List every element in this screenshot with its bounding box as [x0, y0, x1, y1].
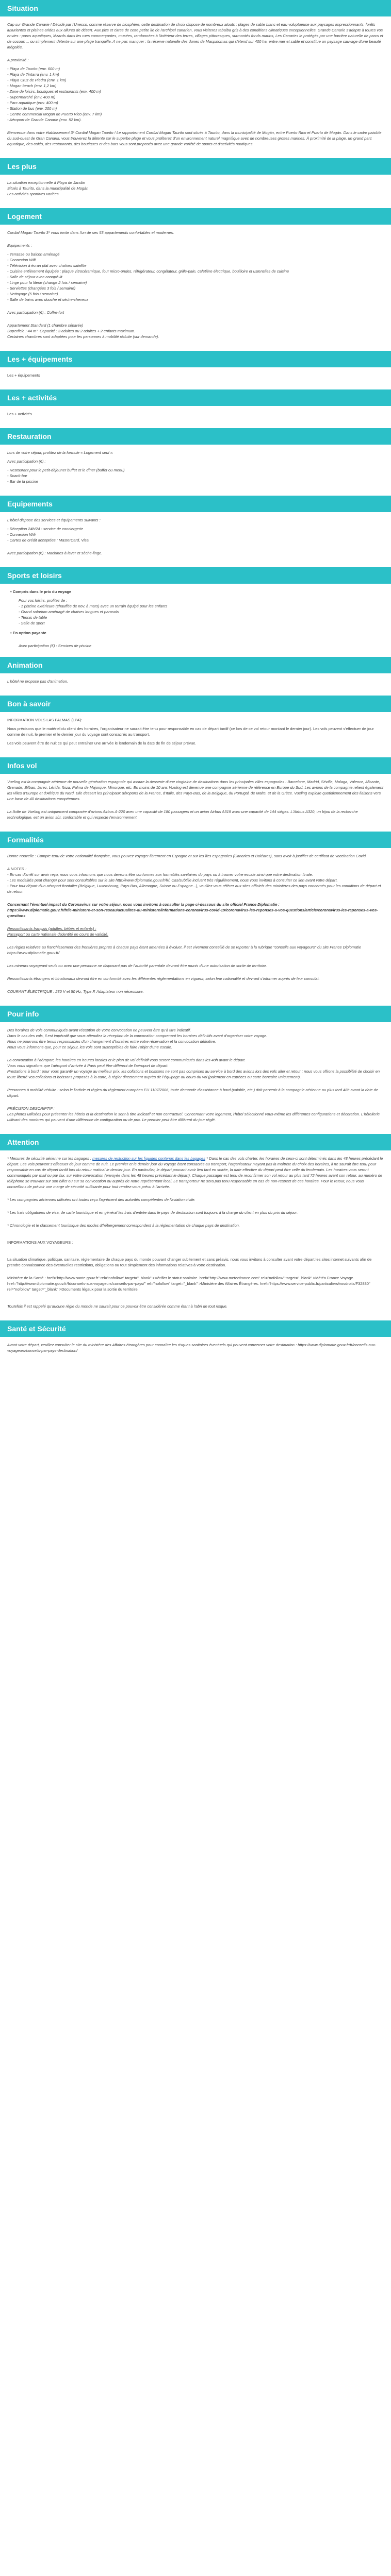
vueling-description: Vueling est la compagnie aérienne de nouvelle génération espagnole qui assure la desserte d'une vingtaine de destinations dans les principales villes espagnoles : Barcelone, Madrid, Séville, Malaga, Valence, Alicante, Grenade, Bilbao, Jerez, Lérida, Ibiza, Palma de Majorque, Minorque, etc. En moins de 10 ans Vueling est devenue une compagnie aérienne de référence en Europe du Sud. Les avions de la compagnie relient également les villes d'Europe et d'Afrique du Nord. Elle dessert les principaux aéroports de la France, d'Italie, des Pays-Bas, de la Belgique, du Portugal, de Malte, et de la Grèce. Vueling exploite quotidiennement des liaisons vers une base de 40 destinations européennes. [7, 779, 384, 801]
list-item: - Station de bus (env. 200 m) [7, 106, 57, 111]
section-title-animation: Animation [0, 657, 391, 673]
section-title-attention: Attention [0, 1134, 391, 1150]
included-line: - 1 piscine extérieure (chauffée de nov. à mars) avec un terrain équipé pour les enfants [19, 604, 168, 608]
section-plus-equipements [0, 370, 391, 384]
list-item: - Cuisine entièrement équipée : plaque vitrocéramique, four micro-ondes, réfrigérateur, congélateur, grille-pain, cafetière électrique, bouilloire et ustensiles de cuisine [7, 269, 289, 274]
attention-charter-text: * Dans le cas des vols charter, les horaires de ceux-ci sont déterminés dans les 48 heures précédant le départ. Les vols peuvent s'effectuer de jour comme de nuit. Le premier et le dernier jour du voyage étant consacrés au transport, l'organisateur n'ayant pas la maîtrise du choix des horaires, il ne saurait être tenu pour responsable en cas de départ tardif lors du retour matinal le dernier jour. En particulier, le départ pouvant avoir lieu tard en soirée, la date effective du départ peut être celle du lendemain. Les horaires vous seront communiqués par mail ou par fax, sur votre convocation (envoyée dans les 48 heures précédant le départ). Chaque passager est tenu de reconfirmer son vol retour au plus tard 72 heures avant son retour, au numéro de téléphone se trouvant sur son billet ou sur sa convocation ou auprès de notre représentant local. Le transporteur ne sera pas tenu responsable en cas de non-respect de ces horaires. Pour le retour, nous vous conseillons de prévoir une marge de sécurité suffisante pour tout rendez-vous prévu à l'arrivée. [7, 1156, 383, 1189]
section-title-pour-info: Pour info [0, 1006, 391, 1022]
list-item: - Supermarché (env. 400 m) [7, 95, 56, 99]
plus-activites-text: Les + activités [7, 412, 32, 416]
formalites-foreigners: Ressortissants étrangers et binationaux devront être en conformité avec les différentes réglementations en vigueur, selon leur nationalité et devront s'informer auprès de leur consulat. [7, 976, 320, 981]
formalites-french-citizens: Ressortissants français (adultes, bébés et enfants) : Passeport ou carte nationale d'identité en cours de validité. [7, 926, 109, 937]
included-line: - Salle de sport [19, 621, 45, 625]
nearby-label: A proximité : [7, 58, 29, 62]
list-item: - Salle de bains avec douche et sèche-cheveux [7, 297, 89, 302]
les-plus-text: La situation exceptionnelle à Playa de Jandia Situés à Taurito, dans la municipalité de Mogán Les activités sportives variées [7, 180, 89, 196]
sante-text: Avant votre départ, veuillez consulter le site du ministère des Affaires étrangères pour connaître les risques sanitaires éventuels qui peuvent concerner votre destination : https://www.diplomatie.gouv.fr/fr/conseils-aux-voyageurs/conseils-par-pays-destination/ [7, 1343, 377, 1353]
list-item: - Connexion Wifi [7, 258, 36, 262]
list-item: - Cartes de crédit acceptées : MasterCard, Visa. [7, 538, 90, 543]
liquids-restriction-link[interactable]: mesures de restriction sur les liquides contenus dans les bagages [92, 1156, 205, 1161]
logement-paid-options: Avec participation (€) : Coffre-fort [7, 310, 64, 315]
section-logement [0, 228, 391, 346]
flight-info-heading: INFORMATION VOLS LAS PALMAS (LPA): [7, 718, 83, 722]
paid-option-heading-text: En option payante [12, 631, 46, 635]
equipements-list [7, 526, 384, 543]
section-infos-vol [0, 777, 391, 826]
included-line: - Grand solarium aménagé de chaises longues et parasols [19, 609, 119, 614]
section-title-infos-vol: Infos vol [0, 757, 391, 774]
list-item: - Centre commercial Mogan de Puerto Rico (env. 7 km) [7, 112, 102, 116]
section-bon-a-savoir [0, 715, 391, 752]
vueling-fleet: La flotte de Vueling est uniquement composée d'avions Airbus A-220 avec une capacité de 180 passagers et un avion Airbus A319 avec une capacité de 144 sièges. L'Airbus A320, un bijou de la recherche technologique, est un avion sûr, confortable et qui respecte l'environnement. [7, 809, 358, 820]
equipements-intro: L'hôtel dispose des services et équipements suivants : [7, 518, 101, 522]
list-item: - Playa de Tintarra (env. 1 km) [7, 72, 59, 77]
section-animation [0, 676, 391, 690]
equipment-label: Equipements : [7, 243, 32, 248]
equipements-paid: Avec participation (€) : Machines à laver et sèche-linge. [7, 551, 103, 555]
logement-intro: Cordial Mogan Taurito 3* vous invite dans l'un de ses 53 appartements confortables et modernes. [7, 230, 174, 235]
section-attention [0, 1154, 391, 1315]
section-plus-activites [0, 409, 391, 423]
list-item: - Playa de Taurito (env. 600 m) [7, 66, 60, 71]
list-item: - Bar de la piscine [7, 479, 39, 484]
apartment-standard-text: Appartement Standard (1 chambre séparée) Superficie : 44 m². Capacité : 3 adultes ou 2 adultes + 2 enfants maximum. Certaines chambres sont adaptées pour les personnes à mobilité réduite (sur demande). [7, 323, 159, 339]
attention-airlines: * Les compagnies aériennes utilisées ont toutes reçu l'agrément des autorités compétentes de l'aviation civile. [7, 1197, 196, 1202]
list-item: - Réception 24h/24 - service de conciergerie [7, 527, 84, 531]
section-title-logement: Logement [0, 208, 391, 225]
attention-security [7, 1156, 384, 1190]
section-title-plus-equipements: Les + équipements [0, 351, 391, 367]
section-title-restauration: Restauration [0, 428, 391, 445]
included-line: Pour vos loisirs, profitez de : [19, 598, 68, 603]
included-heading-text: Compris dans le prix du voyage [12, 589, 72, 594]
included-line: - Tennis de table [19, 615, 47, 620]
formalites-note: A NOTER : - En cas d'arrêt sur avoir reçu, nous vous informons que nous devrons être conformes aux formalités sanitaires du pays ou à trouver votre escale ainsi que votre destination finale. - Les modalités peut changer pour sont consultables sur le site http://www.diplomatie.gouv.fr/fr/. Cas/subtilie incluant très régulièrement, nous vous invitons à consulter ce lien avant votre départ. - Pour tout départ d'un aéroport frontalier (Belgique, Luxembourg, Pays-Bas, Allemagne, Suisse ou Espagne...), veuillez vous référer aux sites officiels des ministères des pays concernés pour les conditions de départ et de retour. [7, 867, 381, 894]
included-heading: • Compris dans le prix du voyage [10, 589, 72, 594]
travelers-info-text: La situation climatique, politique, sanitaire, réglementaire de chaque pays du monde pouvant changer subitement et sans préavis, nous vous invitons à consulter avant votre départ les sites internet suivants afin de prendre connaissance des éventuelles restrictions, obligations ou tout simplement des informations relatives à votre destination. [7, 1257, 372, 1267]
animation-text: L'hôtel ne propose pas d'animation. [7, 679, 68, 684]
section-title-sante-securite: Santé et Sécurité [0, 1320, 391, 1337]
travelers-info-heading: INFORMATIONS AUX VOYAGEURS : [7, 1240, 73, 1245]
restauration-paid-label: Avec participation (€) : [7, 459, 46, 464]
restauration-intro: Lors de votre séjour, profitez de la formule « Logement seul ». [7, 450, 113, 455]
section-title-situation: Situation [0, 0, 391, 16]
section-situation [0, 20, 391, 153]
pour-info-schedules: Des horaires de vols communiqués avant réception de votre convocation ne peuvent être qu'à titre indicatif. Dans le cas des vols, il est impératif que vous attendiez la réception de la convocation comprenant les horaires définitifs avant d'organiser votre voyage. Nous ne pourrons être tenus responsables d'un changement d'horaires entre votre réservation et la convocation définitive. Nous vous informons que, pour ce séjour, les vols sont susceptibles de faire l'objet d'une escale. [7, 1028, 268, 1049]
section-formalites [0, 851, 391, 1001]
list-item: - Nettoyage (5 fois / semaine) [7, 292, 58, 296]
formalites-border-rules: Les règles relatives au franchissement des frontières propres à chaque pays étant amenées à évoluer, il est vivement conseillé de se reporter à la rubrique "conseils aux voyageurs" du site France Diplomatie https://www.diplomatie.gouv.fr/ [7, 945, 362, 955]
travelers-info-links: Ministère de la Santé : href="http://www.sante.gouv.fr" rel="nofollow" target="_blank" >Vérifier le statut sanitaire. href="http://www.meteofrance.com" rel="nofollow" target="_blank" >Météo France Voyage. href="http://www.diplomatie.gouv.fr/fr/conseils-aux-voyageurs/conseils-par-pays/" rel="nofollow" target="_blank" >Ministère des Affaires Étrangères. href="https://www.service-public.fr/particuliers/vosdroits/F32830" rel="nofollow" target="_blank" >Documents légaux pour la sortie du territoire. [7, 1276, 370, 1292]
section-title-equipements: Equipements [0, 496, 391, 512]
attention-risk-note: Toutefois il est rappelé qu'aucune règle du monde ne saurait pour ce pouvoir être considérée comme étant à l'abri de tout risque. [7, 1304, 228, 1309]
restauration-list [7, 467, 384, 484]
section-title-plus-activites: Les + activités [0, 389, 391, 406]
pour-info-reduced-mobility: Personnes à mobilité réduite : selon le l'article et règles du règlement européen EU 1107/2006, toute demande d'assistance à bord (valable, etc.) doit parvenir à la compagnie aérienne au plus tard 48h avant la date de départ. [7, 1088, 379, 1098]
section-title-les-plus: Les plus [0, 158, 391, 175]
situation-paragraph: Cap sur Grande Canarie ! Décidé par l'Unesco, comme réserve de biosphère, cette destination de choix dispose de nombreux atouts : plages de sable blanc et eau voluptueuse aux paysages impressionnants, forêts luxuriantes et plaines arides aux allures de désert. Aux pics et cirres de cette petite île de l'archipel canarien, vous visiterez tabaiba gris à des conditions climatiques exceptionnelles. Grande Canarie s'adapte à toutes vos envies : parcs aquatiques, lézards dans les rues commerçantes, musées, randonnées à l'intérieur des terres, villages pittoresques, surmontés fonds marins, Les Canaries le protégés par une barrière naturelle de parcs et de cocous ... ou simplement détente sur une plage tranquille. A ne pas manquer : la réserve naturelle des dunes de Maspalomas qui s'étend sur 400 ha, entre mer et sable et constitue un paysage sauvage d'une beauté inégalée. [7, 22, 383, 49]
nearby-list [7, 66, 384, 123]
formalites-electric: COURANT ÉLECTRIQUE : 230 V et 50 Hz, Type F. Adaptateur non nécessaire. [7, 989, 144, 994]
flight-info-text: Nous précisons que le matériel du client des horaires, l'organisateur ne saurait être tenu pour responsable en cas de départ tardif (ce lors de ce vol retour montant le dernier jour). Les vols peuvent s'effectuer de jour comme de nuit, le premier et le dernier jour du voyage sont consacrés au transport. [7, 726, 374, 737]
list-item: - Terrasse ou balcon aménagé [7, 252, 60, 257]
section-sante-securite [0, 1340, 391, 1360]
section-restauration [0, 448, 391, 490]
list-item: - Parc aquatique (env. 400 m) [7, 100, 58, 105]
attention-classification: * Chronologie et le classement touristique des modes d'hébergement correspondent à la réglementation de chaque pays de destination. [7, 1223, 240, 1228]
room-equipment-list [7, 251, 384, 302]
list-item: - Linge pour la literie (change 2 fois / semaine) [7, 280, 87, 285]
list-item: - Aéroport de Grande Canarie (env. 52 km). [7, 117, 82, 122]
list-item: - Playa Cruz de Piedra (env. 1 km) [7, 78, 67, 82]
list-item: - Salle de séjour avec canapé-lit [7, 275, 62, 279]
section-les-plus [0, 178, 391, 203]
paid-option-line: Avec participation (€) : Services de piscine [19, 643, 92, 648]
flight-night-text: Les vols peuvent être de nuit ce qui peut entraîner une arrivée le lendemain de la date de fin de séjour prévue. [7, 741, 197, 745]
section-title-formalites: Formalités [0, 832, 391, 848]
attention-visa: * Les frais obligatoires de visa, de carte touristique et en général les frais d'entrée dans le pays de destination sont toujours à la charge du client en plus du prix du séjour. [7, 1210, 298, 1215]
plus-equipements-text: Les + équipements [7, 373, 40, 378]
list-item: - Snack-bar [7, 473, 27, 478]
list-item: - Restaurant pour le petit-déjeuner buffet et le dîner (buffet ou menu) [7, 468, 125, 472]
section-title-sports-loisirs: Sports et loisirs [0, 567, 391, 584]
attention-security-label: * Mesures de sécurité aérienne sur les bagages : [7, 1156, 92, 1161]
pour-info-convocation: La convocation à l'aéroport, les horaires en heures locales et le plan de vol définitif vous seront communiqués dans les 48h avant le départ. Vous vous signalons que l'aéroport d'arrivée à Paris peut être différent de l'aéroport de départ. Prestations à bord : pour vous garantir un voyage au meilleur prix, les collations et boissons ne sont pas comprises au service à bord des avions lors des vols aller et retour : nous vous offrons la possibilité de choisir en toute liberté vos collations et boissons proposés à la carte, à régler directement auprès de l'équipage au cours du vol (paiement en espèces ou carte bancaire uniquement). [7, 1058, 380, 1079]
formalites-coronavirus: Concernant l'éventuel impact du Coronavirus sur votre séjour, nous vous invitons à consulter la page ci-dessous du site officiel France Diplomatie : https://www.diplomatie.gouv.fr/fr/le-ministere-et-son-reseau/actualites-du-ministere/informations-coronavirus-covid-19/coronavirus-les-reponses-a-vos-questions/article/coronavirus-les-reponses-a-vos-questions [7, 902, 378, 918]
list-item: - Zone de loisirs, boutiques et restaurants (env. 400 m) [7, 89, 101, 94]
paid-option-heading: • En option payante [10, 631, 46, 635]
section-title-bon-a-savoir: Bon à savoir [0, 696, 391, 712]
formalites-good-news: Bonne nouvelle : Compte tenu de votre nationalité française, vous pouvez voyager librement en Espagne et sur les îles espagnoles (Canaries et Baléares), sans avoir à justifier de certificat de vaccination Covid. [7, 854, 367, 858]
list-item: - Mogan beach (env. 1,2 km) [7, 83, 57, 88]
section-sports-loisirs [0, 587, 391, 652]
formalites-minors: Les mineurs voyageant seuls ou avec une personne ne disposant pas de l'autorité parentale devront être munis d'une autorisation de sortie de territoire. [7, 963, 268, 968]
list-item: - Connexion Wifi [7, 532, 36, 537]
section-equipements [0, 515, 391, 562]
section-pour-info [0, 1025, 391, 1129]
hotel-description: Bienvenue dans votre établissement 3* Cordial Mogan Taurito ! Le rapportement Cordial Mogan Taurito sont situés à Taurito, dans la municipalité de Mogán, entre Puerto Rico et Puerto de Mogán. Dans le cadre paisible du sud-ouest de Gran Canaria, vous trouverez la détente sur le superbe plage et vous profiterez d'un environnement naturel magnifique avec de nombreuses grottes marines. À proximité de la plage, un grand parc aquatique, des cafés, des restaurants, des boutiques et des bars vous sont proposés avec une grande variété de sports et d'activités nautiques. [7, 130, 382, 146]
list-item: - Télévision à écran plat avec chaînes satellite [7, 263, 87, 268]
pour-info-precision: PRÉCISION DESCRIPTIF : Les photos utilisées pour présenter les hôtels et la destination le sont à titre indicatif et non contractuel. Concernant votre logement, l'hôtel sélectionné vous-même les différentes configurations et décoration. L'hôtellerie utilisant des nombres qui peuvent d'une différence de configuration ou de prix. Le premier peut être différent du jour réglé. [7, 1106, 380, 1122]
list-item: - Serviettes (changées 3 fois / semaine) [7, 286, 76, 291]
